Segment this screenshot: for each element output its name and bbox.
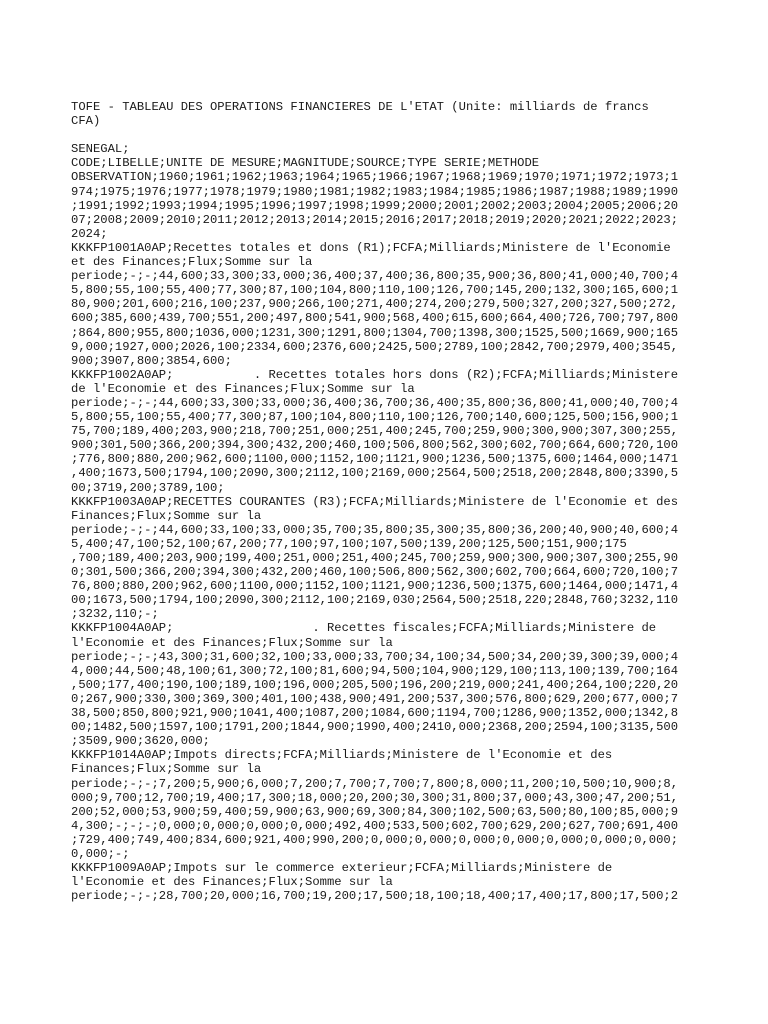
- record-line: 200;52,000;53,900;59,400;59,900;63,900;69,300;84,300;102,500;63,500;80,100;85,000;9: [71, 804, 679, 819]
- record-line: periode;-;-;28,700;20,000;16,700;19,200;17,500;18,100;18,400;17,400;17,800;17,500;2: [71, 889, 679, 904]
- record-line: 76,800;880,200;962,600;1100,000;1152,100;1121,900;1236,500;1375,600;1464,000;1471,4: [71, 579, 679, 594]
- record-line: periode;-;-;7,200;5,900;6,000;7,200;7,700;7,700;7,800;8,000;11,200;10,500;10,900;8,: [71, 776, 679, 791]
- record-line: 80,900;201,600;216,100;237,900;266,100;271,400;274,200;279,500;327,200;327,500;272,: [71, 297, 679, 312]
- record-line: 4,300;-;-;-;0,000;0,000;0,000;0,000;492,400;533,500;602,700;629,200;627,700;691,400: [71, 818, 679, 833]
- record-line: l'Economie et des Finances;Flux;Somme sur la: [71, 875, 393, 890]
- column-header: [71, 156, 701, 241]
- record-line: 00;1482,500;1597,100;1791,200;1844,900;1990,400;2410,000;2368,200;2594,100;3135,500: [71, 720, 679, 735]
- record-line: de l'Economie et des Finances;Flux;Somme sur la: [71, 381, 415, 396]
- header-line: CODE;LIBELLE;UNITE DE MESURE;MAGNITUDE;SOURCE;TYPE SERIE;METHODE: [71, 156, 540, 171]
- record-line: ;864,800;955,800;1036,000;1231,300;1291,800;1304,700;1398,300;1525,500;1669,900;165: [71, 325, 679, 340]
- record-line: ;776,800;880,200;962,600;1100,000;1152,100;1121,900;1236,500;1375,600;1464,000;1471: [71, 452, 679, 467]
- record-line: l'Economie et des Finances;Flux;Somme sur la: [71, 635, 393, 650]
- record-line: Finances;Flux;Somme sur la: [71, 508, 262, 523]
- record-line: et des Finances;Flux;Somme sur la: [71, 255, 313, 270]
- record-line: periode;-;-;44,600;33,100;33,000;35,700;35,800;35,300;35,800;36,200;40,900;40,600;4: [71, 522, 679, 537]
- record-line: 900;301,500;366,200;394,300;432,200;460,100;506,800;562,300;602,700;664,600;720,100: [71, 438, 679, 453]
- record-line: KKKFP1003A0AP;RECETTES COURANTES (R3);FCFA;Milliards;Ministere de l'Economie et des: [71, 494, 679, 509]
- record-line: 0;301,500;366,200;394,300;432,200;460,100;506,800;562,300;602,700;664,600;720,100;7: [71, 565, 679, 580]
- title-line: CFA): [71, 114, 101, 129]
- record-line: KKKFP1001A0AP;Recettes totales et dons (R1);FCFA;Milliards;Ministere de l'Economie: [71, 240, 671, 255]
- record-line: 9,000;1927,000;2026,100;2334,600;2376,600;2425,500;2789,100;2842,700;2979,400;3545,: [71, 339, 679, 354]
- document-title: [71, 100, 701, 128]
- record-block: [71, 241, 701, 368]
- record-line: KKKFP1004A0AP; . Recettes fiscales;FCFA;Milliards;Ministere de: [71, 621, 657, 636]
- record-block: [71, 495, 701, 622]
- header-line: OBSERVATION;1960;1961;1962;1963;1964;1965;1966;1967;1968;1969;1970;1971;1972;1973;1: [71, 170, 679, 185]
- header-line: ;1991;1992;1993;1994;1995;1996;1997;1998;1999;2000;2001;2002;2003;2004;2005;2006;20: [71, 198, 679, 213]
- record-line: KKKFP1009A0AP;Impots sur le commerce exterieur;FCFA;Milliards;Ministere de: [71, 861, 613, 876]
- record-line: ;729,400;749,400;834,600;921,400;990,200;0,000;0,000;0,000;0,000;0,000;0,000;0,000;: [71, 832, 679, 847]
- record-line: 5,800;55,100;55,400;77,300;87,100;104,800;110,100;126,700;145,200;132,300;165,600;1: [71, 283, 679, 298]
- record-line: 5,400;47,100;52,100;67,200;77,100;97,100;107,500;139,200;125,500;151,900;175: [71, 536, 627, 551]
- header-line: 974;1975;1976;1977;1978;1979;1980;1981;1982;1983;1984;1985;1986;1987;1988;1989;1990: [71, 184, 679, 199]
- records-list: [71, 241, 701, 903]
- record-line: 5,800;55,100;55,400;77,300;87,100;104,800;110,100;126,700;140,600;125,500;156,900;1: [71, 410, 679, 425]
- record-block: [71, 861, 701, 903]
- record-block: [71, 748, 701, 861]
- record-line: periode;-;-;44,600;33,300;33,000;36,400;36,700;36,400;35,800;36,800;41,000;40,700;4: [71, 395, 679, 410]
- header-line: 2024;: [71, 226, 108, 241]
- record-line: 00;3719,200;3789,100;: [71, 480, 225, 495]
- spacer: [71, 128, 701, 142]
- record-line: ;3232,110;-;: [71, 607, 159, 622]
- record-line: ,500;177,400;190,100;189,100;196,000;205,500;196,200;219,000;241,400;264,100;220,20: [71, 677, 679, 692]
- record-line: 4,000;44,500;48,100;61,300;72,100;81,600;94,500;104,900;129,100;113,100;139,700;164: [71, 663, 679, 678]
- country-label: SENEGAL;: [71, 142, 130, 157]
- header-line: 07;2008;2009;2010;2011;2012;2013;2014;2015;2016;2017;2018;2019;2020;2021;2022;2023;: [71, 212, 679, 227]
- record-line: Finances;Flux;Somme sur la: [71, 762, 262, 777]
- record-line: 0,000;-;: [71, 846, 130, 861]
- document-page: [71, 100, 701, 903]
- record-line: 000;9,700;12,700;19,400;17,300;18,000;20,200;30,300;31,800;37,000;43,300;47,200;51,: [71, 790, 679, 805]
- record-block: [71, 368, 701, 495]
- record-line: ;3509,900;3620,000;: [71, 734, 210, 749]
- record-line: 900;3907,800;3854,600;: [71, 353, 232, 368]
- record-line: ,400;1673,500;1794,100;2090,300;2112,100;2169,000;2564,500;2518,200;2848,800;3390,5: [71, 466, 679, 481]
- record-line: 0;267,900;330,300;369,300;401,100;438,900;491,200;537,300;576,800;629,200;677,000;7: [71, 691, 679, 706]
- record-line: periode;-;-;44,600;33,300;33,000;36,400;37,400;36,800;35,900;36,800;41,000;40,700;4: [71, 269, 679, 284]
- record-line: 00;1673,500;1794,100;2090,300;2112,100;2169,030;2564,500;2518,220;2848,760;3232,110: [71, 593, 679, 608]
- record-line: 600;385,600;439,700;551,200;497,800;541,900;568,400;615,600;664,400;726,700;797,800: [71, 311, 679, 326]
- record-line: 38,500;850,800;921,900;1041,400;1087,200;1084,600;1194,700;1286,900;1352,000;1342,8: [71, 706, 679, 721]
- record-line: KKKFP1002A0AP; . Recettes totales hors dons (R2);FCFA;Milliards;Ministere: [71, 367, 679, 382]
- record-line: 75,700;189,400;203,900;218,700;251,000;251,400;245,700;259,900;300,900;307,300;255,: [71, 424, 679, 439]
- title-line: TOFE - TABLEAU DES OPERATIONS FINANCIERES DE L'ETAT (Unite: milliards de francs: [71, 100, 649, 114]
- record-line: KKKFP1014A0AP;Impots directs;FCFA;Milliards;Ministere de l'Economie et des: [71, 748, 613, 763]
- record-block: [71, 621, 701, 748]
- record-line: periode;-;-;43,300;31,600;32,100;33,000;33,700;34,100;34,500;34,200;39,300;39,000;4: [71, 649, 679, 664]
- record-line: ,700;189,400;203,900;199,400;251,000;251,400;245,700;259,900;300,900;307,300;255,90: [71, 551, 679, 565]
